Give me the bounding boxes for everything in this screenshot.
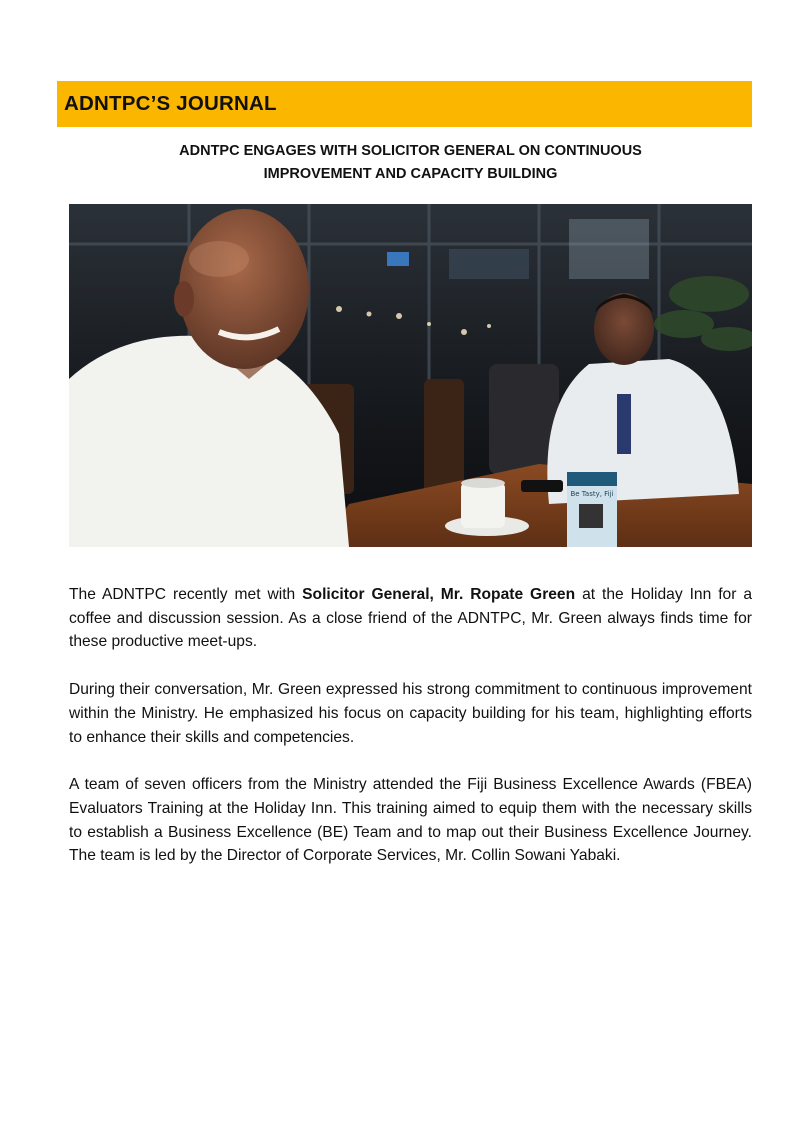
paragraph-1-bold-name: Solicitor General, Mr. Ropate Green (302, 586, 576, 603)
article-body (69, 583, 752, 892)
paragraph-1 (69, 583, 752, 654)
paragraph-2: During their conversation, Mr. Green expressed his strong commitment to continuous improvement within the Ministry. He emphasized his focus on capacity building for his team, highlighting efforts to enhance their skills and competencies. (69, 681, 752, 746)
meeting-photo (69, 204, 752, 547)
headline-line-1: ADNTPC ENGAGES WITH SOLICITOR GENERAL ON CONTINUOUS (179, 143, 642, 159)
card-caption: Be Tasty, Fiji (570, 490, 614, 498)
banner-title: ADNTPC’S JOURNAL (64, 92, 277, 115)
headline-line-2: IMPROVEMENT AND CAPACITY BUILDING (263, 166, 558, 182)
article-headline (69, 140, 752, 186)
paragraph-3: A team of seven officers from the Ministry attended the Fiji Business Excellence Awards (FBEA) Evaluators Training at the Holiday Inn. This training aimed to equip them with the necessary skills to establish a Business Excellence (BE) Team and to map out their Business Excellence Journey. The team is led by the Director of Corporate Services, Mr. Collin Sowani Yabaki. (69, 776, 752, 865)
paragraph-1-rest: at the Holiday Inn for a coffee and discussion session. As a close friend of the ADNTPC, Mr. Green always finds time for these productive meet-ups. (69, 586, 753, 651)
journal-banner (57, 81, 752, 127)
paragraph-1-intro: The ADNTPC recently met with (69, 586, 303, 603)
